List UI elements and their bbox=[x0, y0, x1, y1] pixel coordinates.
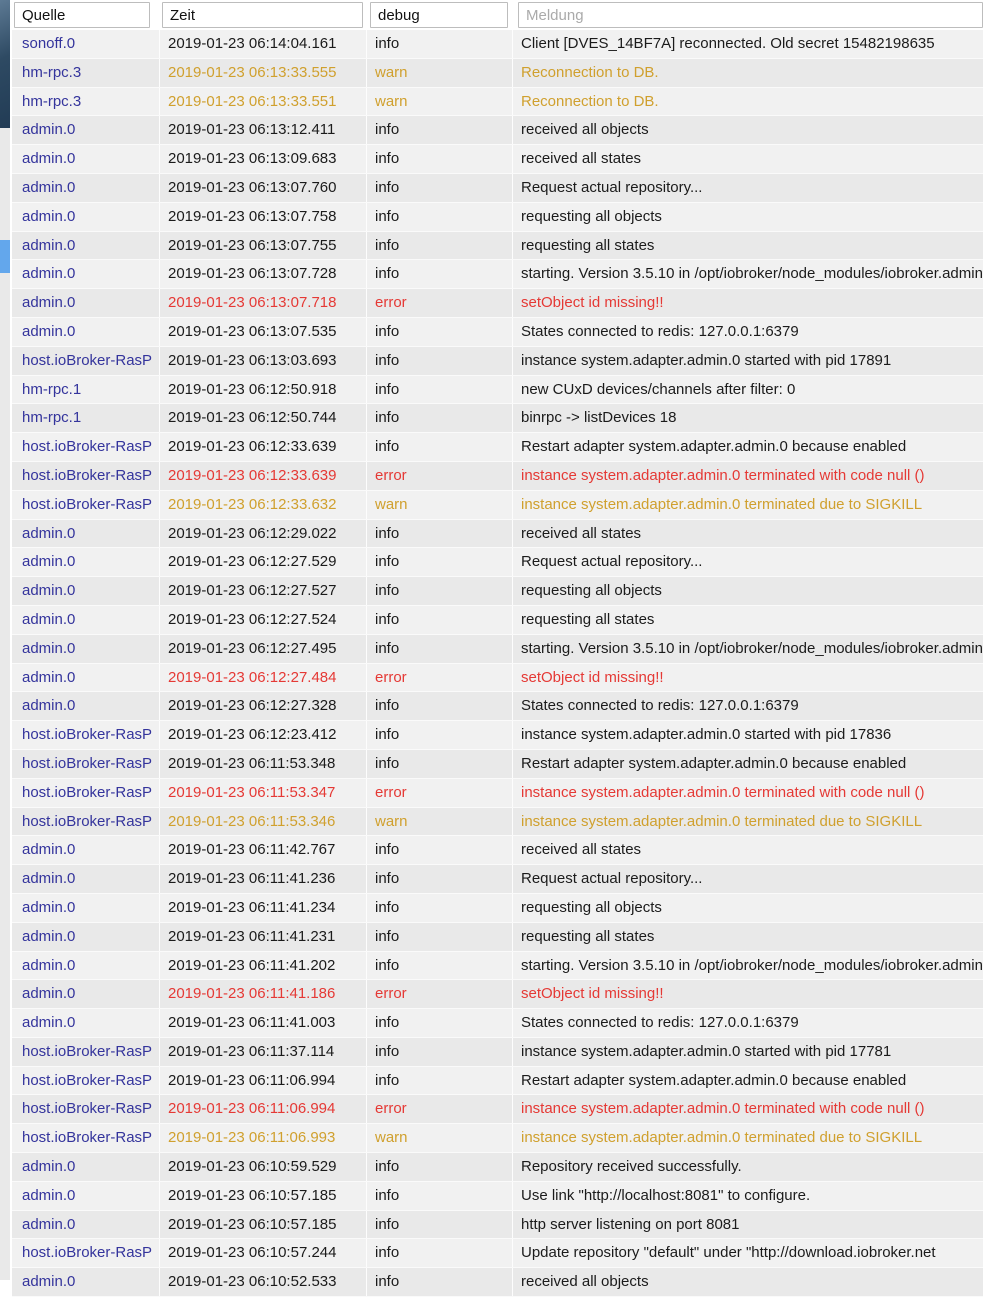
log-severity-cell: info bbox=[367, 750, 513, 778]
log-message-cell: Request actual repository... bbox=[521, 553, 703, 571]
log-time-cell: 2019-01-23 06:13:09.683 bbox=[160, 145, 367, 173]
log-source-cell: host.ioBroker-RasP bbox=[12, 347, 160, 375]
log-filter-row bbox=[12, 0, 983, 30]
log-time-cell: 2019-01-23 06:12:23.412 bbox=[160, 721, 367, 749]
table-row[interactable] bbox=[12, 88, 983, 117]
log-message-cell: States connected to redis: 127.0.0.1:6379 bbox=[521, 1014, 799, 1032]
table-row[interactable] bbox=[12, 260, 983, 289]
log-source-cell: admin.0 bbox=[12, 318, 160, 346]
table-row[interactable] bbox=[12, 1211, 983, 1240]
log-message-cell: http server listening on port 8081 bbox=[521, 1215, 740, 1233]
table-row[interactable] bbox=[12, 692, 983, 721]
log-source-cell: hm-rpc.3 bbox=[12, 88, 160, 116]
log-severity-cell: info bbox=[367, 1268, 513, 1296]
log-severity-cell: info bbox=[367, 376, 513, 404]
log-message-cell: States connected to redis: 127.0.0.1:6379 bbox=[521, 322, 799, 340]
log-message-cell: requesting all states bbox=[521, 610, 655, 628]
log-severity-cell: info bbox=[367, 865, 513, 893]
log-source-cell: admin.0 bbox=[12, 923, 160, 951]
log-severity-cell: info bbox=[367, 145, 513, 173]
log-severity-cell: info bbox=[367, 318, 513, 346]
table-row[interactable] bbox=[12, 116, 983, 145]
log-source-cell: admin.0 bbox=[12, 1182, 160, 1210]
log-time-cell: 2019-01-23 06:12:29.022 bbox=[160, 520, 367, 548]
log-source-cell: admin.0 bbox=[12, 203, 160, 231]
log-severity-cell: info bbox=[367, 1239, 513, 1267]
log-time-cell: 2019-01-23 06:13:12.411 bbox=[160, 116, 367, 144]
log-time-cell: 2019-01-23 06:11:41.234 bbox=[160, 894, 367, 922]
log-severity-cell: error bbox=[367, 289, 513, 317]
log-source-cell: admin.0 bbox=[12, 980, 160, 1008]
log-source-cell: admin.0 bbox=[12, 1153, 160, 1181]
log-time-cell: 2019-01-23 06:11:06.994 bbox=[160, 1095, 367, 1123]
log-source-cell: hm-rpc.1 bbox=[12, 404, 160, 432]
log-message-cell: instance system.adapter.admin.0 terminated with code null () bbox=[521, 466, 925, 484]
log-source-cell: admin.0 bbox=[12, 289, 160, 317]
log-severity-cell: warn bbox=[367, 1124, 513, 1152]
log-message-cell: starting. Version 3.5.10 in /opt/iobroker/node_modules/iobroker.admin bbox=[521, 639, 983, 657]
log-time-cell: 2019-01-23 06:12:33.632 bbox=[160, 491, 367, 519]
table-row[interactable] bbox=[12, 1067, 983, 1096]
log-time-cell: 2019-01-23 06:10:57.244 bbox=[160, 1239, 367, 1267]
log-time-cell: 2019-01-23 06:12:33.639 bbox=[160, 462, 367, 490]
log-source-cell: admin.0 bbox=[12, 664, 160, 692]
table-row[interactable] bbox=[12, 1124, 983, 1153]
log-message-cell: instance system.adapter.admin.0 terminated due to SIGKILL bbox=[521, 812, 923, 830]
log-severity-cell: info bbox=[367, 692, 513, 720]
log-source-cell: host.ioBroker-RasP bbox=[12, 721, 160, 749]
log-source-cell: admin.0 bbox=[12, 548, 160, 576]
table-row[interactable] bbox=[12, 664, 983, 693]
log-severity-cell: info bbox=[367, 260, 513, 288]
table-row[interactable] bbox=[12, 1038, 983, 1067]
table-row[interactable] bbox=[12, 59, 983, 88]
log-severity-cell: info bbox=[367, 635, 513, 663]
log-severity-cell: info bbox=[367, 923, 513, 951]
log-source-cell: host.ioBroker-RasP bbox=[12, 433, 160, 461]
log-time-cell: 2019-01-23 06:11:06.994 bbox=[160, 1067, 367, 1095]
table-row[interactable] bbox=[12, 404, 983, 433]
log-time-cell: 2019-01-23 06:12:50.918 bbox=[160, 376, 367, 404]
log-source-cell: sonoff.0 bbox=[12, 30, 160, 58]
log-source-cell: admin.0 bbox=[12, 520, 160, 548]
log-message-cell: received all states bbox=[521, 150, 642, 168]
table-row[interactable] bbox=[12, 836, 983, 865]
table-row[interactable] bbox=[12, 721, 983, 750]
log-source-cell: hm-rpc.1 bbox=[12, 376, 160, 404]
log-time-cell: 2019-01-23 06:11:06.993 bbox=[160, 1124, 367, 1152]
log-message-cell: States connected to redis: 127.0.0.1:6379 bbox=[521, 697, 799, 715]
table-row[interactable] bbox=[12, 462, 983, 491]
log-message-cell: requesting all states bbox=[521, 236, 655, 254]
log-table bbox=[12, 0, 983, 1297]
log-time-cell: 2019-01-23 06:13:07.535 bbox=[160, 318, 367, 346]
log-severity-cell: info bbox=[367, 721, 513, 749]
log-time-cell: 2019-01-23 06:11:41.202 bbox=[160, 952, 367, 980]
log-message-cell: Update repository "default" under "http://download.iobroker.net bbox=[521, 1244, 936, 1262]
table-row[interactable] bbox=[12, 145, 983, 174]
log-severity-cell: info bbox=[367, 232, 513, 260]
log-time-cell: 2019-01-23 06:10:52.533 bbox=[160, 1268, 367, 1296]
log-severity-cell: info bbox=[367, 1067, 513, 1095]
log-time-cell: 2019-01-23 06:12:27.529 bbox=[160, 548, 367, 576]
time-filter-input[interactable] bbox=[162, 2, 363, 28]
log-time-cell: 2019-01-23 06:12:27.495 bbox=[160, 635, 367, 663]
log-severity-cell: info bbox=[367, 203, 513, 231]
table-row[interactable] bbox=[12, 952, 983, 981]
log-severity-cell: error bbox=[367, 664, 513, 692]
table-row[interactable] bbox=[12, 347, 983, 376]
log-message-cell: starting. Version 3.5.10 in /opt/iobroker/node_modules/iobroker.admin bbox=[521, 956, 983, 974]
left-scroll-rail bbox=[0, 0, 10, 1280]
log-severity-cell: info bbox=[367, 1182, 513, 1210]
log-source-cell: admin.0 bbox=[12, 606, 160, 634]
log-severity-cell: warn bbox=[367, 59, 513, 87]
log-time-cell: 2019-01-23 06:11:53.347 bbox=[160, 779, 367, 807]
log-message-cell: Reconnection to DB. bbox=[521, 92, 659, 110]
log-source-cell: host.ioBroker-RasP bbox=[12, 491, 160, 519]
log-source-cell: host.ioBroker-RasP bbox=[12, 750, 160, 778]
log-time-cell: 2019-01-23 06:12:27.484 bbox=[160, 664, 367, 692]
table-row[interactable] bbox=[12, 1239, 983, 1268]
log-message-cell: setObject id missing!! bbox=[521, 985, 664, 1003]
log-time-cell: 2019-01-23 06:13:33.551 bbox=[160, 88, 367, 116]
log-source-cell: host.ioBroker-RasP bbox=[12, 1124, 160, 1152]
log-source-cell: host.ioBroker-RasP bbox=[12, 1067, 160, 1095]
source-filter-input[interactable] bbox=[14, 2, 150, 28]
log-source-cell: admin.0 bbox=[12, 1268, 160, 1296]
table-row[interactable] bbox=[12, 1009, 983, 1038]
log-message-cell: Client [DVES_14BF7A] reconnected. Old secret 15482198635 bbox=[521, 35, 935, 52]
log-message-cell: instance system.adapter.admin.0 terminated due to SIGKILL bbox=[521, 1129, 923, 1147]
table-row[interactable] bbox=[12, 30, 983, 59]
log-severity-cell: error bbox=[367, 980, 513, 1008]
log-source-cell: admin.0 bbox=[12, 116, 160, 144]
log-source-cell: host.ioBroker-RasP bbox=[12, 1038, 160, 1066]
log-source-cell: admin.0 bbox=[12, 692, 160, 720]
table-row[interactable] bbox=[12, 548, 983, 577]
log-message-cell: received all states bbox=[521, 524, 642, 542]
log-rows-container bbox=[12, 30, 983, 1297]
log-message-cell: instance system.adapter.admin.0 terminated with code null () bbox=[521, 1100, 925, 1118]
log-message-cell: requesting all objects bbox=[521, 582, 662, 600]
log-time-cell: 2019-01-23 06:10:57.185 bbox=[160, 1182, 367, 1210]
log-source-cell: host.ioBroker-RasP bbox=[12, 808, 160, 836]
log-message-cell: Repository received successfully. bbox=[521, 1158, 742, 1176]
severity-filter-input[interactable] bbox=[370, 2, 508, 28]
log-source-cell: host.ioBroker-RasP bbox=[12, 1239, 160, 1267]
log-severity-cell: info bbox=[367, 548, 513, 576]
log-time-cell: 2019-01-23 06:13:03.693 bbox=[160, 347, 367, 375]
log-severity-cell: info bbox=[367, 836, 513, 864]
log-time-cell: 2019-01-23 06:11:41.003 bbox=[160, 1009, 367, 1037]
table-row[interactable] bbox=[12, 894, 983, 923]
log-message-cell: Use link "http://localhost:8081" to configure. bbox=[521, 1186, 811, 1204]
table-row[interactable] bbox=[12, 923, 983, 952]
table-row[interactable] bbox=[12, 808, 983, 837]
log-source-cell: admin.0 bbox=[12, 1009, 160, 1037]
table-row[interactable] bbox=[12, 1268, 983, 1297]
table-row[interactable] bbox=[12, 980, 983, 1009]
log-time-cell: 2019-01-23 06:13:07.728 bbox=[160, 260, 367, 288]
log-message-cell: setObject id missing!! bbox=[521, 668, 664, 686]
log-severity-cell: info bbox=[367, 30, 513, 58]
log-source-cell: admin.0 bbox=[12, 836, 160, 864]
log-time-cell: 2019-01-23 06:11:41.231 bbox=[160, 923, 367, 951]
log-severity-cell: info bbox=[367, 1211, 513, 1239]
table-row[interactable] bbox=[12, 520, 983, 549]
log-time-cell: 2019-01-23 06:12:27.527 bbox=[160, 577, 367, 605]
log-time-cell: 2019-01-23 06:13:07.758 bbox=[160, 203, 367, 231]
log-time-cell: 2019-01-23 06:12:27.524 bbox=[160, 606, 367, 634]
table-row[interactable] bbox=[12, 1153, 983, 1182]
log-source-cell: admin.0 bbox=[12, 894, 160, 922]
log-severity-cell: info bbox=[367, 116, 513, 144]
log-time-cell: 2019-01-23 06:11:42.767 bbox=[160, 836, 367, 864]
log-message-cell: requesting all states bbox=[521, 927, 655, 945]
table-row[interactable] bbox=[12, 203, 983, 232]
log-time-cell: 2019-01-23 06:12:50.744 bbox=[160, 404, 367, 432]
table-row[interactable] bbox=[12, 318, 983, 347]
table-row[interactable] bbox=[12, 606, 983, 635]
log-message-cell: setObject id missing!! bbox=[521, 294, 664, 312]
log-message-cell: requesting all objects bbox=[521, 898, 662, 916]
log-source-cell: admin.0 bbox=[12, 145, 160, 173]
table-row[interactable] bbox=[12, 433, 983, 462]
log-source-cell: admin.0 bbox=[12, 865, 160, 893]
log-severity-cell: info bbox=[367, 894, 513, 922]
log-source-cell: admin.0 bbox=[12, 635, 160, 663]
log-time-cell: 2019-01-23 06:13:07.755 bbox=[160, 232, 367, 260]
log-message-cell: new CUxD devices/channels after filter: 0 bbox=[521, 380, 796, 398]
table-row[interactable] bbox=[12, 865, 983, 894]
log-message-cell: starting. Version 3.5.10 in /opt/iobroker/node_modules/iobroker.admin bbox=[521, 265, 983, 283]
log-source-cell: host.ioBroker-RasP bbox=[12, 462, 160, 490]
log-time-cell: 2019-01-23 06:11:53.346 bbox=[160, 808, 367, 836]
log-source-cell: hm-rpc.3 bbox=[12, 59, 160, 87]
log-source-cell: admin.0 bbox=[12, 952, 160, 980]
log-severity-cell: info bbox=[367, 606, 513, 634]
log-message-cell: instance system.adapter.admin.0 started with pid 17836 bbox=[521, 726, 892, 744]
log-severity-cell: warn bbox=[367, 491, 513, 519]
log-severity-cell: info bbox=[367, 952, 513, 980]
log-time-cell: 2019-01-23 06:11:53.348 bbox=[160, 750, 367, 778]
table-row[interactable] bbox=[12, 289, 983, 318]
log-time-cell: 2019-01-23 06:11:41.186 bbox=[160, 980, 367, 1008]
log-time-cell: 2019-01-23 06:12:27.328 bbox=[160, 692, 367, 720]
log-message-cell: received all objects bbox=[521, 1273, 649, 1291]
log-severity-cell: info bbox=[367, 347, 513, 375]
table-row[interactable] bbox=[12, 376, 983, 405]
log-time-cell: 2019-01-23 06:13:07.760 bbox=[160, 174, 367, 202]
log-message-cell: instance system.adapter.admin.0 started with pid 17781 bbox=[521, 1042, 892, 1060]
log-severity-cell: info bbox=[367, 404, 513, 432]
log-message-cell: Request actual repository... bbox=[521, 178, 703, 196]
log-message-cell: requesting all objects bbox=[521, 207, 662, 225]
log-time-cell: 2019-01-23 06:12:33.639 bbox=[160, 433, 367, 461]
log-time-cell: 2019-01-23 06:13:33.555 bbox=[160, 59, 367, 87]
log-severity-cell: info bbox=[367, 174, 513, 202]
log-message-cell: received all objects bbox=[521, 121, 649, 139]
log-severity-cell: info bbox=[367, 520, 513, 548]
log-severity-cell: error bbox=[367, 462, 513, 490]
log-severity-cell: info bbox=[367, 1009, 513, 1037]
log-message-cell: binrpc -> listDevices 18 bbox=[521, 409, 677, 427]
log-time-cell: 2019-01-23 06:11:41.236 bbox=[160, 865, 367, 893]
log-severity-cell: info bbox=[367, 577, 513, 605]
log-severity-cell: error bbox=[367, 1095, 513, 1123]
log-message-cell: Restart adapter system.adapter.admin.0 because enabled bbox=[521, 1071, 907, 1089]
log-message-cell: Restart adapter system.adapter.admin.0 because enabled bbox=[521, 754, 907, 772]
scrollbar-thumb[interactable] bbox=[0, 240, 10, 273]
log-severity-cell: warn bbox=[367, 88, 513, 116]
log-source-cell: admin.0 bbox=[12, 577, 160, 605]
log-time-cell: 2019-01-23 06:10:59.529 bbox=[160, 1153, 367, 1181]
table-row[interactable] bbox=[12, 232, 983, 261]
log-time-cell: 2019-01-23 06:10:57.185 bbox=[160, 1211, 367, 1239]
log-severity-cell: info bbox=[367, 1153, 513, 1181]
log-message-cell: Restart adapter system.adapter.admin.0 because enabled bbox=[521, 438, 907, 456]
log-time-cell: 2019-01-23 06:13:07.718 bbox=[160, 289, 367, 317]
log-severity-cell: info bbox=[367, 1038, 513, 1066]
log-time-cell: 2019-01-23 06:14:04.161 bbox=[160, 30, 367, 58]
log-message-cell: instance system.adapter.admin.0 terminated with code null () bbox=[521, 783, 925, 801]
log-message-cell: Request actual repository... bbox=[521, 870, 703, 888]
log-source-cell: host.ioBroker-RasP bbox=[12, 1095, 160, 1123]
table-row[interactable] bbox=[12, 1182, 983, 1211]
message-filter-input[interactable] bbox=[518, 2, 983, 28]
log-severity-cell: info bbox=[367, 433, 513, 461]
log-source-cell: host.ioBroker-RasP bbox=[12, 779, 160, 807]
table-row[interactable] bbox=[12, 750, 983, 779]
log-message-cell: Reconnection to DB. bbox=[521, 63, 659, 81]
table-row[interactable] bbox=[12, 491, 983, 520]
log-source-cell: admin.0 bbox=[12, 174, 160, 202]
log-time-cell: 2019-01-23 06:11:37.114 bbox=[160, 1038, 367, 1066]
log-message-cell: received all states bbox=[521, 841, 642, 859]
log-source-cell: admin.0 bbox=[12, 260, 160, 288]
log-message-cell: instance system.adapter.admin.0 started with pid 17891 bbox=[521, 351, 892, 369]
table-row[interactable] bbox=[12, 635, 983, 664]
table-row[interactable] bbox=[12, 174, 983, 203]
log-source-cell: admin.0 bbox=[12, 232, 160, 260]
table-row[interactable] bbox=[12, 1095, 983, 1124]
table-row[interactable] bbox=[12, 779, 983, 808]
table-row[interactable] bbox=[12, 577, 983, 606]
left-rail-header-shadow bbox=[0, 0, 10, 128]
log-severity-cell: error bbox=[367, 779, 513, 807]
log-source-cell: admin.0 bbox=[12, 1211, 160, 1239]
log-message-cell: instance system.adapter.admin.0 terminated due to SIGKILL bbox=[521, 495, 923, 513]
log-severity-cell: warn bbox=[367, 808, 513, 836]
